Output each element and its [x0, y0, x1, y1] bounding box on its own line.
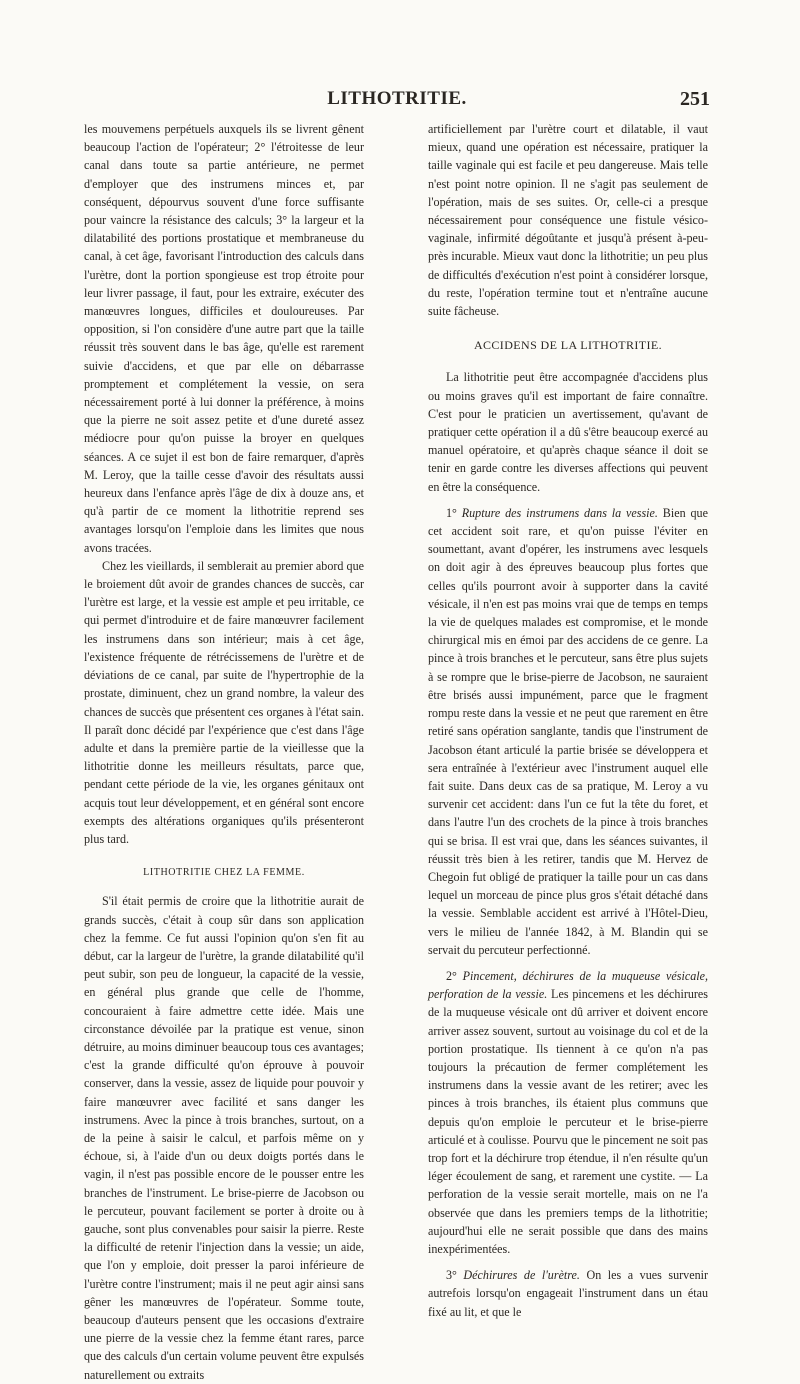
paragraph: artificiellement par l'urètre court et dilatable, il vaut mieux, quand une opération est nécessaire, pratiquer la taille vaginale qui est facile et peu dangereuse. Mais telle n'est point notre opinion. Il ne s'agit pas seulement de l'opération, mais de ses suites. Or, celle-ci a presque nécessairement pour conséquence une fistule vésico-vaginale, infirmité dégoûtante et jusqu'à présent à-peu-près incurable. Mieux vaut donc la lithotritie; un peu plus de difficultés d'exécution n'est point à considérer lorsque, du reste, l'opération termine tout et n'entraîne aucune suite fâcheuse. [428, 122, 708, 319]
item-body: Bien que cet accident soit rare, et qu'on puisse l'éviter en soumettant, avant d'opérer, les instrumens avec lesquels on doit agir à des épreuves beaucoup plus fortes que celles qu'ils pourront avoir à supporter dans la cavité vésicale, il n'en est pas moins vrai que de temps en temps la vie de quelques malades est compromise, et le monde chirurgical mis en émoi par des accidens de ce genre. La pince à trois branches et le percuteur, sans être plus sujets à se rompre que le brise-pierre de Jacobson, ne sauraient être brisés aussi impunément, parce que le fragment rompu reste dans la vessie et ne peut que rarement en être retiré sans opération sanglante, tandis que l'instrument de Jacobson étant articulé la partie brisée se développera et sera entraînée à l'extérieur avec l'instrument auquel elle fait suite. Dans deux cas de sa pratique, M. Leroy a vu survenir cet accident: dans l'un ce fut la tête du foret, et dans l'autre l'un des crochets de la pince à trois branches qui se brisa. Il est vrai que, dans les séances suivantes, il réussit très bien à les retirer, tandis que M. Hervez de Chegoin fut obligé de pratiquer la taille pour un cas dans lequel un morceau de pince plus gros s'était détaché dans la vessie. Semblable accident est arrivé à l'Hôtel-Dieu, vers le milieu de l'année 1842, à M. Blandin qui se servait du percuteur perfectionné. [428, 505, 708, 957]
item-title: Rupture des instrumens dans la vessie. [461, 505, 658, 520]
right-column [428, 120, 708, 1321]
item-title: Pincement, déchirures de la muqueuse vésicale, perforation de la vessie. [428, 968, 708, 1002]
item-body: On les a vues survenir autrefois lorsqu'on engageait l'instrument dans un étau fixé au lit, et que le [428, 1268, 708, 1319]
paragraph: La lithotritie peut être accompagnée d'accidens plus ou moins graves qu'il est important de faire connaître. C'est pour le praticien un avertissement, qu'avant de pratiquer cette opération il a dû s'être beaucoup exercé au manuel opératoire, et qu'après chaque séance il doit se tenir en garde contre les diverses affections qui peuvent en être la conséquence. [428, 370, 708, 494]
section-heading: ACCIDENS DE LA LITHOTRITIE. [473, 338, 663, 353]
paragraph: Chez les vieillards, il semblerait au premier abord que le broiement dût avoir de grandes chances de succès, car l'urètre est large, et la vessie est ample et peu irritable, ce qui permet d'introduire et de faire manœuvrer facilement les instrumens dans son intérieur; mais à cet âge, l'existence fréquente de rétrécissemens de l'urètre et de déviations de ce canal, par suite de l'hypertrophie de la prostate, diminuent, chez un grand nombre, la valeur des chances de succès que présentent ces organes à l'état sain. Il paraît donc décidé par l'expérience que c'est dans l'âge adulte et dans la première partie de la vieillesse que la lithotritie donne les meilleurs résultats, parce que, pendant cette période de la vie, les organes génitaux ont acquis tout leur développement, et en général sont encore exempts des altérations organiques qu'ils présenteront plus tard. [84, 558, 364, 846]
item-number: 2° [446, 968, 463, 983]
paragraph [428, 1266, 708, 1321]
paragraph [428, 967, 708, 1258]
page-header [84, 88, 710, 116]
item-number: 1° [446, 505, 462, 520]
item-title: Déchirures de l'urètre. [463, 1268, 580, 1283]
page-number: 251 [680, 88, 710, 110]
paragraph [428, 504, 708, 959]
item-body: Les pincemens et les déchirures de la muqueuse vésicale ont dû arriver et doivent encore arriver assez souvent, surtout au voisinage du col et de la portion prostatique. Ils tiennent à ce qu'on n'a pas toujours la précaution de fermer complétement les instrumens dans la vessie avant de les retirer; avec les pinces à trois branches, ils étaient plus communs que depuis qu'on emploie le percuteur et le brise-pierre articulé et à coulisse. Pourvu que le pincement ne soit pas trop fort et la déchirure trop étendue, il n'en résulte qu'un léger écoulement de sang, et rarement une cystite. — La perforation de la vessie serait mortelle, mais on ne l'a observée que dans les premiers temps de la lithotritie; aujourd'hui elle ne serait possible que dans des mains inexpérimentées. [428, 987, 708, 1256]
section-heading: LITHOTRITIE CHEZ LA FEMME. [143, 867, 305, 879]
left-column [84, 120, 364, 1384]
running-title: LITHOTRITIE. [327, 88, 467, 109]
paragraph: S'il était permis de croire que la lithotritie aurait de grands succès, c'était à coup sûr dans son application chez la femme. Ce fut aussi l'opinion qu'on s'en fit au début, car la largeur de l'urètre, la grande dilatabilité qu'il peut subir, son peu de longueur, la capacité de la vessie, en général plus grande que celle de l'homme, concouraient à faire admettre cette idée. Mais une circonstance dévoilée par la pratique est venue, sinon détruire, au moins diminuer beaucoup tous ces avantages; c'est la grande difficulté qu'on éprouve à pouvoir conserver, dans la vessie, assez de liquide pour pouvoir y faire manœuvrer avec facilité et sans danger les instrumens. Avec la pince à trois branches, surtout, on a de la peine à saisir le calcul, et parfois même on y échoue, si, à l'aide d'un ou deux doigts portés dans le vagin, il n'est pas possible encore de le pousser entre les branches de l'instrument. Le brise-pierre de Jacobson ou le percuteur, pouvant facilement se porter à droite ou à gauche, sont plus convenables pour saisir la pierre. Reste la difficulté de retenir l'injection dans la vessie; un aide, que l'on y emploie, doit presser la paroi inférieure de l'urètre contre l'instrument; mais il ne peut agir ainsi sans gêner les manœuvres de l'opérateur. Somme toute, beaucoup d'auteurs pensent que les occasions d'extraire une pierre de la vessie chez la femme étant rares, parce que des calculs d'un certain volume peuvent être expulsés naturellement ou extraits [84, 894, 364, 1382]
paragraph: les mouvemens perpétuels auxquels ils se livrent gênent beaucoup l'action de l'opérateur; 2° l'étroitesse de leur canal dans toute sa partie antérieure, ne permet d'employer que des instrumens minces et, par conséquent, dépourvus souvent d'une force suffisante pour vaincre la résistance des calculs; 3° la largeur et la dilatabilité des portions prostatique et membraneuse du canal, à cet âge, favorisant l'introduction des calculs dans l'urètre, dont la portion spongieuse est trop étroite pour leur livrer passage, il faut, pour les extraire, exécuter des manœuvres longues, difficiles et douloureuses. Par opposition, si l'on considère d'une autre part que la taille réussit très souvent dans le bas âge, qu'elle est rarement suivie d'accidens, et que par elle on débarrasse promptement et complétement la vessie, on sera nécessairement porté à lui donner la préférence, à moins que la pierre ne soit assez petite et d'une dureté assez médiocre pour qu'on puisse la broyer en quelques séances. A ce sujet il est bon de faire remarquer, d'après M. Leroy, que la taille cesse d'avoir des résultats aussi heureux dans l'enfance après l'âge de dix à douze ans, et qu'à partir de ce moment la lithotritie reprend ses avantages lorsqu'on l'emploie dans les limites que nous avons tracées. [84, 122, 364, 555]
item-number: 3° [446, 1268, 464, 1283]
